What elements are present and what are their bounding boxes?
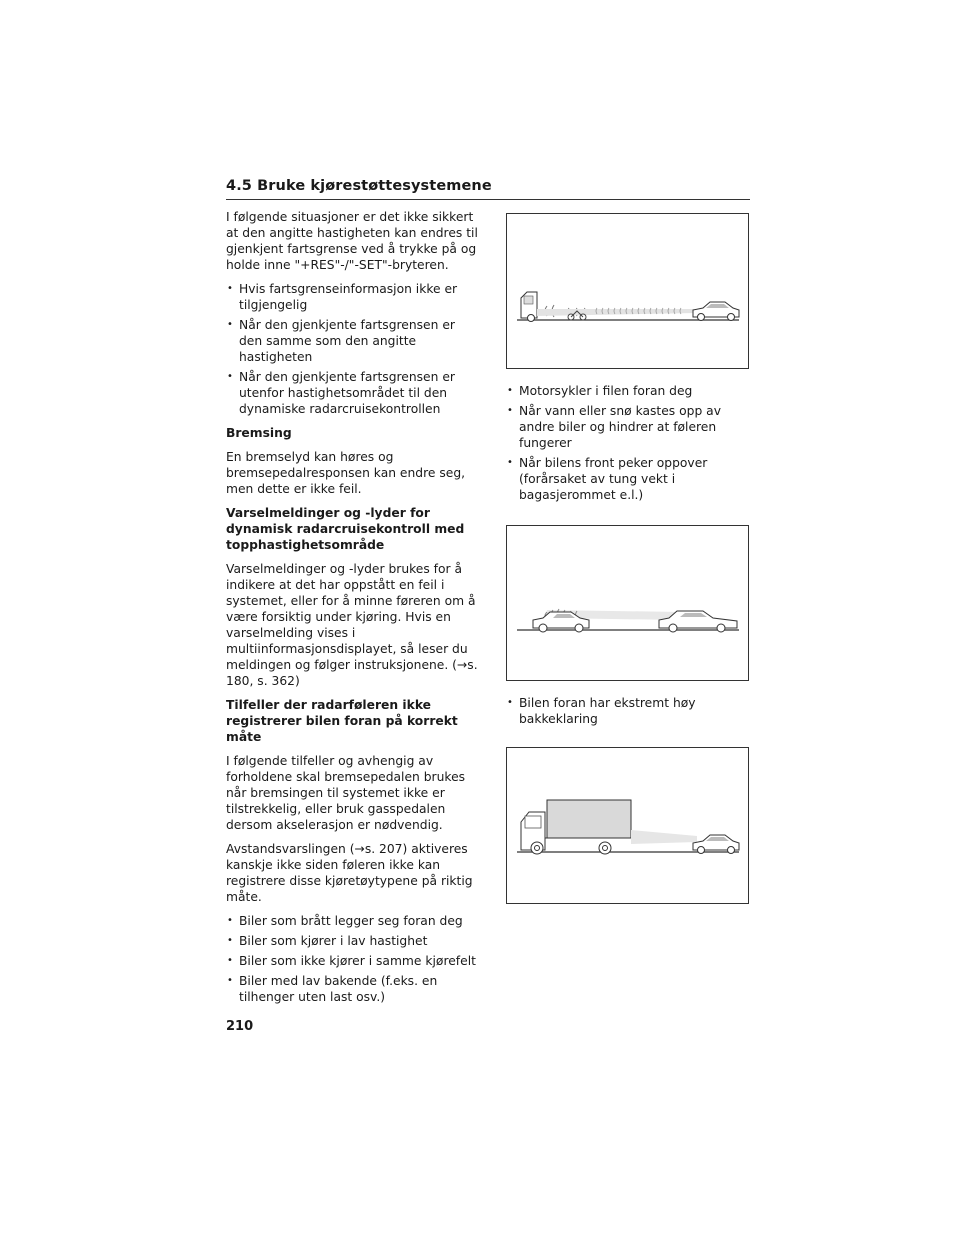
radar-bullet-list bbox=[226, 913, 478, 1005]
illustration-motorcycle-ahead bbox=[506, 213, 749, 369]
list-item: • Biler som brått legger seg foran deg bbox=[226, 913, 478, 929]
list-item: • Når den gjenkjente fartsgrensen er utenfor hastighetsområdet til den dynamiske radarcruisekontrollen bbox=[226, 369, 478, 417]
list-item: • Når vann eller snø kastes opp av andre biler og hindrer at føleren fungerer bbox=[506, 403, 756, 451]
warning-paragraph: Varselmeldinger og -lyder brukes for å indikere at det har oppstått en feil i systemet, eller for å minne føreren om å være forsiktig under kjøring. Hvis en varselmelding vises i multiinformasjonsdisplayet, så leser du meldingen og følger instruksjonene. (→s. 180, s. 362) bbox=[226, 562, 478, 688]
header-rule bbox=[226, 199, 750, 200]
right-bullet-list-2 bbox=[506, 695, 756, 727]
illustration-high-clearance-truck bbox=[506, 747, 749, 904]
braking-heading: Bremsing bbox=[226, 426, 292, 440]
section-title: 4.5 Bruke kjørestøttesystemene bbox=[226, 178, 492, 194]
illustration-svg bbox=[507, 526, 748, 680]
intro-bullet-list bbox=[226, 281, 478, 417]
list-item: • Biler som ikke kjører i samme kjørefelt bbox=[226, 953, 478, 969]
left-column bbox=[226, 209, 478, 1013]
right-bullet-list-1 bbox=[506, 383, 756, 503]
list-item: • Når den gjenkjente fartsgrensen er den samme som den angitte hastigheten bbox=[226, 317, 478, 365]
page-header bbox=[226, 178, 750, 200]
radar-paragraph-2: Avstandsvarslingen (→s. 207) aktiveres kanskje ikke siden føleren ikke kan registrere disse kjøretøytypene på riktig måte. bbox=[226, 842, 473, 904]
list-item: • Biler som kjører i lav hastighet bbox=[226, 933, 478, 949]
warning-heading: Varselmeldinger og -lyder for dynamisk radarcruisekontroll med topphastighetsområde bbox=[226, 506, 465, 552]
list-item: • Når bilens front peker oppover (forårsaket av tung vekt i bagasjerommet e.l.) bbox=[506, 455, 756, 503]
braking-paragraph: En bremselyd kan høres og bremsepedalresponsen kan endre seg, men dette er ikke feil. bbox=[226, 450, 466, 496]
illustration-svg bbox=[507, 748, 748, 903]
illustration-water-spray bbox=[506, 525, 749, 681]
list-item: • Biler med lav bakende (f.eks. en tilhenger uten last osv.) bbox=[226, 973, 478, 1005]
page-number: 210 bbox=[226, 1019, 254, 1034]
list-item: • Bilen foran har ekstremt høy bakkeklaring bbox=[506, 695, 756, 727]
radar-heading: Tilfeller der radarføleren ikke registrerer bilen foran på korrekt måte bbox=[226, 698, 458, 744]
list-item: • Motorsykler i filen foran deg bbox=[506, 383, 756, 399]
radar-paragraph-1: I følgende tilfeller og avhengig av forholdene skal bremsepedalen brukes når bremsingen til systemet ikke er tilstrekkelig, eller bruk gasspedalen dersom akselerasjon er nødvendig. bbox=[226, 754, 466, 832]
list-item: • Hvis fartsgrenseinformasjon ikke er tilgjengelig bbox=[226, 281, 478, 313]
illustration-svg bbox=[507, 214, 748, 368]
intro-paragraph: I følgende situasjoner er det ikke sikkert at den angitte hastigheten kan endres til gjenkjent fartsgrense ved å trykke på og holde inne "+RES"-/"-SET"-bryteren. bbox=[226, 210, 478, 272]
right-column bbox=[506, 213, 756, 918]
